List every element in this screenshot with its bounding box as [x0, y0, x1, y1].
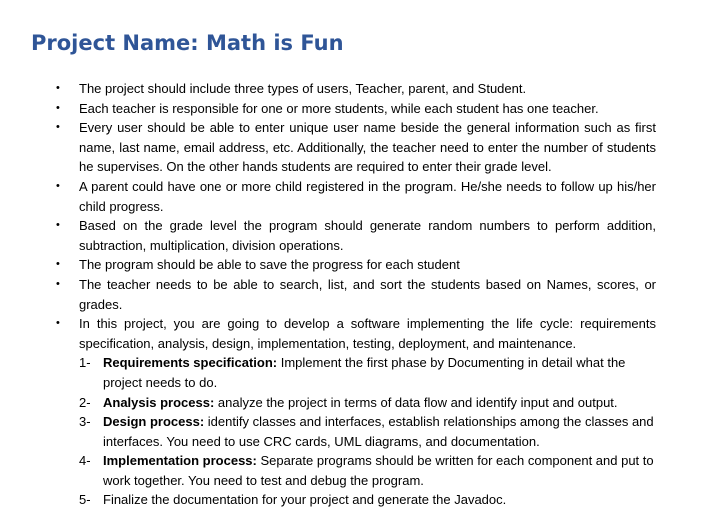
list-item [0, 412, 658, 451]
bullet-text: The teacher needs to be able to search, list, and sort the students based on Names, scores, or grades. [79, 276, 656, 312]
bullet-icon: • [56, 277, 60, 290]
bullet-text: A parent could have one or more child registered in the program. He/she needs to follow up his/her child progress. [79, 178, 656, 214]
bullet-icon: • [56, 317, 60, 330]
bullet-icon: • [56, 179, 60, 192]
requirements-list [0, 79, 719, 510]
bullet-text: The project should include three types of users, Teacher, parent, and Student. [79, 81, 527, 96]
bullet-text: Based on the grade level the program should generate random numbers to perform addition, subtraction, multiplication, division operations. [79, 218, 656, 253]
list-item [0, 99, 656, 119]
list-item [0, 177, 656, 216]
list-item [0, 79, 656, 99]
bullet-text: In this project, you are going to develop a software implementing the life cycle: requirements specification, analysis, design, implementation, testing, deployment, and maintenance. [79, 316, 656, 351]
list-item [0, 393, 658, 413]
step-text: analyze the project in terms of data flow and identify input and output. [214, 394, 618, 410]
list-item [0, 490, 658, 510]
step-number: 1- [79, 355, 91, 371]
list-item [0, 118, 656, 177]
bullet-icon: • [56, 121, 60, 134]
bullet-icon: • [56, 219, 60, 232]
list-item [0, 314, 656, 353]
step-label: Design process: [103, 414, 205, 430]
lifecycle-steps [0, 353, 719, 510]
list-item [0, 353, 658, 392]
step-text: Separate programs should be written for each component and put to work together. You need to test and debug the program. [103, 453, 654, 488]
bullet-text: The program should be able to save the progress for each student [79, 257, 460, 273]
step-number: 5- [79, 492, 91, 508]
list-item [0, 451, 658, 490]
step-number: 4- [79, 453, 91, 469]
bullet-icon: • [56, 82, 60, 94]
bullet-icon: • [56, 258, 60, 271]
bullet-text: Every user should be able to enter unique user name beside the general information such as first name, last name, email address, etc. Additionally, the teacher need to enter the number of students he supervises. On the other hands students are required to enter their grade level. [79, 120, 656, 175]
step-text: Finalize the documentation for your project and generate the Javadoc. [103, 492, 507, 508]
step-label: Analysis process: [103, 394, 215, 410]
list-item [0, 275, 656, 314]
step-label: Requirements specification: [103, 355, 278, 371]
step-number: 3- [79, 414, 91, 430]
step-number: 2- [79, 394, 91, 410]
step-label: Implementation process: [103, 453, 257, 469]
list-item [0, 255, 656, 275]
document-title: Project Name: Math is Fun [31, 31, 344, 55]
bullet-icon: • [56, 101, 60, 114]
step-text: Implement the first phase by Documenting in detail what the project needs to do. [103, 355, 626, 390]
list-item [0, 216, 656, 255]
bullet-text: Each teacher is responsible for one or more students, while each student has one teacher. [79, 100, 599, 116]
step-text: identify classes and interfaces, establish relationships among the classes and interfaces. You need to use CRC cards, UML diagrams, and documentation. [103, 414, 654, 449]
